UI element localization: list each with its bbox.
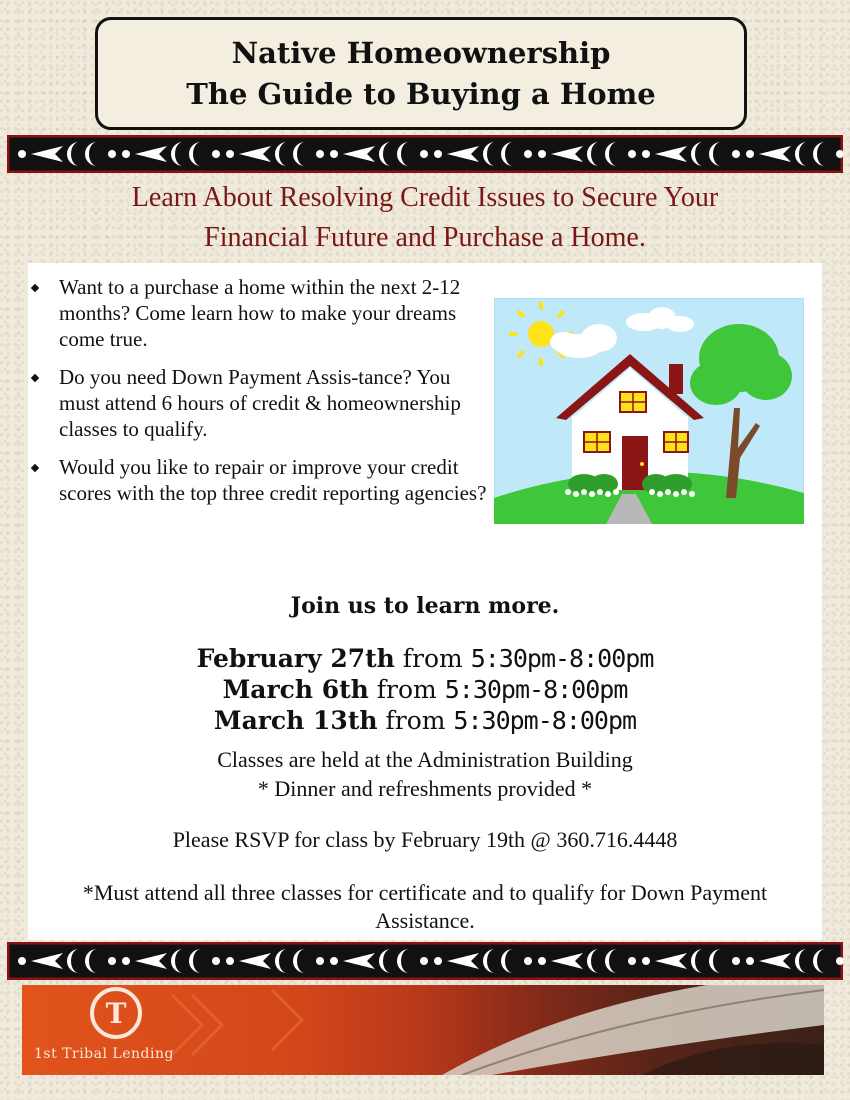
bullet-text: Would you like to repair or improve your credit scores with the top three credit reporting agencies? xyxy=(59,455,487,505)
bullet-item xyxy=(32,454,487,506)
subtitle-line2: Financial Future and Purchase a Home. xyxy=(204,222,646,253)
bullet-item xyxy=(32,274,487,352)
bullet-text: Do you need Down Payment Assis-tance? You must attend 6 hours of credit & homeownership classes to qualify. xyxy=(59,365,461,441)
session-sep: from xyxy=(368,675,445,704)
session-dates xyxy=(30,643,820,736)
session-time: 5:30pm-8:00pm xyxy=(444,675,628,704)
session-row xyxy=(30,705,820,736)
session-date: February 27th xyxy=(196,644,395,673)
session-row xyxy=(30,643,820,674)
location-info xyxy=(30,745,820,803)
bullet-text: Want to a purchase a home within the next 2-12 months? Come learn how to make your dreams come true. xyxy=(59,275,461,351)
session-row xyxy=(30,674,820,705)
bullet-list xyxy=(32,274,487,518)
session-sep: from xyxy=(377,706,454,735)
session-date: March 13th xyxy=(213,706,378,735)
join-heading: Join us to learn more. xyxy=(290,593,560,619)
session-sep: from xyxy=(394,644,471,673)
bullet-item xyxy=(32,364,487,442)
page-title-line1: Native Homeownership xyxy=(231,36,611,70)
session-date: March 6th xyxy=(222,675,369,704)
title-box xyxy=(95,17,747,130)
dinner-text: * Dinner and refreshments provided * xyxy=(257,776,593,801)
subtitle xyxy=(30,178,820,258)
logo-letter: T xyxy=(105,997,127,1030)
diamond-bullet-icon xyxy=(31,374,39,382)
page-title-line2: The Guide to Buying a Home xyxy=(186,77,656,111)
house-illustration xyxy=(494,298,804,524)
diamond-bullet-icon xyxy=(31,284,39,292)
location-text: Classes are held at the Administration Building xyxy=(217,747,633,772)
footer-logo-text: 1st Tribal Lending xyxy=(34,1046,174,1062)
decorative-band-bottom xyxy=(7,942,843,980)
diamond-bullet-icon xyxy=(31,464,39,472)
rsvp-text: Please RSVP for class by February 19th @ 360.716.4448 xyxy=(172,827,678,852)
subtitle-line1: Learn About Resolving Credit Issues to Secure Your xyxy=(131,182,719,213)
session-time: 5:30pm-8:00pm xyxy=(453,706,637,735)
footer-banner xyxy=(22,985,824,1075)
session-time: 5:30pm-8:00pm xyxy=(470,644,654,673)
requirement-text: *Must attend all three classes for certificate and to qualify for Down Payment Assistance. xyxy=(82,880,768,933)
decorative-band-top xyxy=(7,135,843,173)
